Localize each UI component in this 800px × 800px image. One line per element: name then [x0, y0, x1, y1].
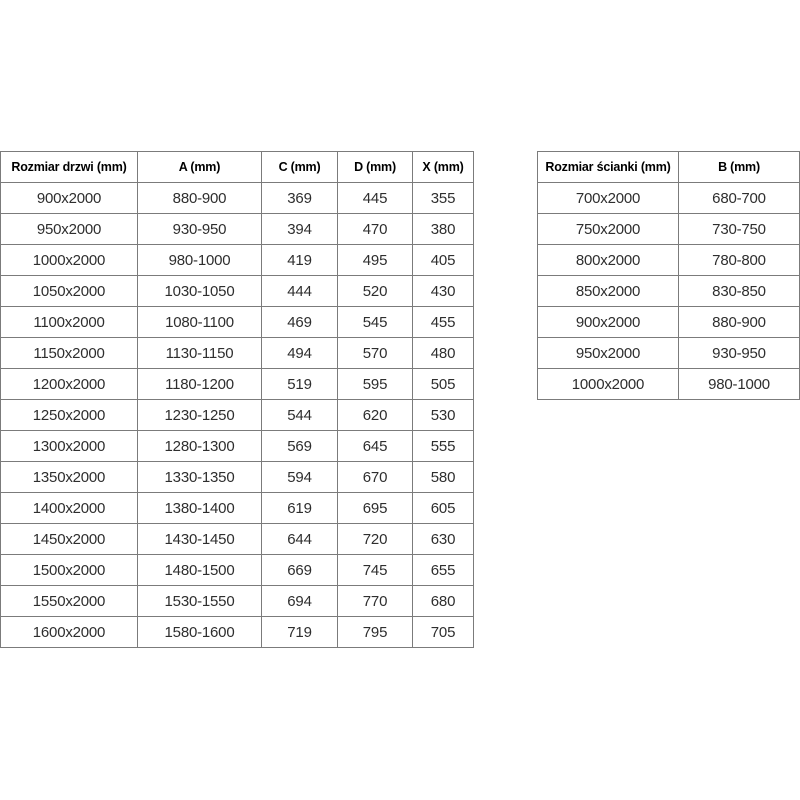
- table-row: [1, 338, 474, 369]
- column-header: Rozmiar ścianki (mm): [538, 152, 679, 183]
- table-cell: 469: [262, 307, 338, 338]
- table-cell: 1530-1550: [138, 586, 262, 617]
- table-row: [538, 214, 800, 245]
- table-cell: 795: [338, 617, 413, 648]
- table-cell: 1580-1600: [138, 617, 262, 648]
- table-row: [1, 276, 474, 307]
- table-cell: 595: [338, 369, 413, 400]
- table-cell: 680: [413, 586, 474, 617]
- table-cell: 680-700: [679, 183, 800, 214]
- table-cell: 980-1000: [138, 245, 262, 276]
- table-cell: 545: [338, 307, 413, 338]
- column-header: Rozmiar drzwi (mm): [1, 152, 138, 183]
- table-row: [1, 431, 474, 462]
- table-cell: 620: [338, 400, 413, 431]
- wall-panel-sizes-header-row: [538, 152, 800, 183]
- table-cell: 1180-1200: [138, 369, 262, 400]
- table-cell: 1050x2000: [1, 276, 138, 307]
- table-cell: 520: [338, 276, 413, 307]
- table-row: [1, 183, 474, 214]
- table-cell: 720: [338, 524, 413, 555]
- table-cell: 1150x2000: [1, 338, 138, 369]
- table-cell: 419: [262, 245, 338, 276]
- table-cell: 480: [413, 338, 474, 369]
- column-header: B (mm): [679, 152, 800, 183]
- table-cell: 445: [338, 183, 413, 214]
- door-sizes-header-row: [1, 152, 474, 183]
- table-cell: 900x2000: [1, 183, 138, 214]
- table-cell: 605: [413, 493, 474, 524]
- table-cell: 555: [413, 431, 474, 462]
- table-cell: 1450x2000: [1, 524, 138, 555]
- table-cell: 1250x2000: [1, 400, 138, 431]
- table-row: [1, 493, 474, 524]
- table-row: [1, 245, 474, 276]
- table-row: [538, 183, 800, 214]
- table-cell: 645: [338, 431, 413, 462]
- table-cell: 1130-1150: [138, 338, 262, 369]
- table-row: [1, 214, 474, 245]
- table-cell: 394: [262, 214, 338, 245]
- table-cell: 1000x2000: [1, 245, 138, 276]
- table-cell: 730-750: [679, 214, 800, 245]
- table-cell: 880-900: [679, 307, 800, 338]
- table-cell: 1480-1500: [138, 555, 262, 586]
- table-cell: 580: [413, 462, 474, 493]
- table-cell: 380: [413, 214, 474, 245]
- table-row: [1, 307, 474, 338]
- table-cell: 405: [413, 245, 474, 276]
- table-row: [538, 369, 800, 400]
- table-cell: 569: [262, 431, 338, 462]
- table-cell: 770: [338, 586, 413, 617]
- column-header: D (mm): [338, 152, 413, 183]
- table-cell: 1400x2000: [1, 493, 138, 524]
- table-cell: 1080-1100: [138, 307, 262, 338]
- table-cell: 705: [413, 617, 474, 648]
- table-cell: 369: [262, 183, 338, 214]
- table-cell: 1600x2000: [1, 617, 138, 648]
- table-cell: 930-950: [138, 214, 262, 245]
- table-row: [538, 276, 800, 307]
- table-cell: 1030-1050: [138, 276, 262, 307]
- table-cell: 1000x2000: [538, 369, 679, 400]
- table-cell: 644: [262, 524, 338, 555]
- table-cell: 1330-1350: [138, 462, 262, 493]
- table-cell: 594: [262, 462, 338, 493]
- table-row: [538, 245, 800, 276]
- table-cell: 950x2000: [1, 214, 138, 245]
- table-cell: 695: [338, 493, 413, 524]
- table-cell: 880-900: [138, 183, 262, 214]
- table-cell: 900x2000: [538, 307, 679, 338]
- table-cell: 830-850: [679, 276, 800, 307]
- column-header: X (mm): [413, 152, 474, 183]
- table-cell: 1380-1400: [138, 493, 262, 524]
- table-cell: 355: [413, 183, 474, 214]
- table-cell: 495: [338, 245, 413, 276]
- table-row: [1, 586, 474, 617]
- table-cell: 1550x2000: [1, 586, 138, 617]
- table-cell: 930-950: [679, 338, 800, 369]
- table-cell: 1230-1250: [138, 400, 262, 431]
- table-cell: 505: [413, 369, 474, 400]
- table-cell: 1100x2000: [1, 307, 138, 338]
- table-cell: 1200x2000: [1, 369, 138, 400]
- table-cell: 1300x2000: [1, 431, 138, 462]
- table-row: [1, 555, 474, 586]
- table-cell: 719: [262, 617, 338, 648]
- table-cell: 655: [413, 555, 474, 586]
- table-row: [538, 338, 800, 369]
- table-cell: 619: [262, 493, 338, 524]
- table-cell: 694: [262, 586, 338, 617]
- table-row: [538, 307, 800, 338]
- table-cell: 1350x2000: [1, 462, 138, 493]
- column-header: A (mm): [138, 152, 262, 183]
- door-sizes-table: [0, 151, 474, 648]
- table-cell: 430: [413, 276, 474, 307]
- table-cell: 570: [338, 338, 413, 369]
- table-cell: 1500x2000: [1, 555, 138, 586]
- table-cell: 850x2000: [538, 276, 679, 307]
- table-cell: 745: [338, 555, 413, 586]
- table-cell: 519: [262, 369, 338, 400]
- table-cell: 669: [262, 555, 338, 586]
- table-cell: 444: [262, 276, 338, 307]
- table-cell: 470: [338, 214, 413, 245]
- wall-panel-sizes-table: [537, 151, 800, 400]
- table-cell: 950x2000: [538, 338, 679, 369]
- table-cell: 1430-1450: [138, 524, 262, 555]
- table-cell: 544: [262, 400, 338, 431]
- table-cell: 980-1000: [679, 369, 800, 400]
- table-cell: 750x2000: [538, 214, 679, 245]
- table-cell: 800x2000: [538, 245, 679, 276]
- table-row: [1, 400, 474, 431]
- column-header: C (mm): [262, 152, 338, 183]
- table-cell: 630: [413, 524, 474, 555]
- table-row: [1, 524, 474, 555]
- table-row: [1, 462, 474, 493]
- table-cell: 530: [413, 400, 474, 431]
- table-cell: 494: [262, 338, 338, 369]
- table-cell: 700x2000: [538, 183, 679, 214]
- table-row: [1, 617, 474, 648]
- table-cell: 780-800: [679, 245, 800, 276]
- table-cell: 670: [338, 462, 413, 493]
- table-row: [1, 369, 474, 400]
- table-cell: 1280-1300: [138, 431, 262, 462]
- table-cell: 455: [413, 307, 474, 338]
